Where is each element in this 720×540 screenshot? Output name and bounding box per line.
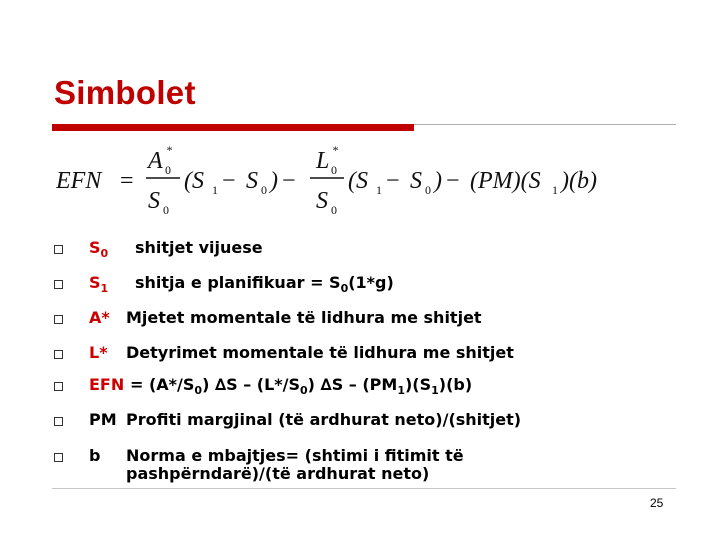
formula-eq: = (120, 168, 134, 194)
formula-frac2-den: S (316, 188, 328, 214)
item-text-line1: Norma e mbajtjes= (shtimi i fitimit të (126, 446, 464, 465)
formula-frac2-num-sub: 0 (331, 163, 337, 177)
title-accent-bar (52, 124, 414, 131)
formula-term1-sub: 1 (212, 183, 218, 197)
page-title: Simbolet (54, 74, 196, 111)
formula-svg (56, 140, 636, 222)
formula-frac1-star: * (166, 143, 172, 157)
formula-frac1-den-sub: 0 (163, 203, 169, 217)
efn-formula (56, 140, 636, 222)
formula-frac1-num: A (148, 148, 163, 174)
formula-term1b: S (246, 168, 258, 194)
item-text: Mjetet momentale të lidhura me shitjet (126, 308, 482, 327)
formula-minus1: − (222, 168, 236, 194)
formula-paren2: ) (434, 168, 442, 194)
bullet-icon (54, 382, 63, 391)
bullet-icon (54, 280, 63, 289)
formula-frac2-num: L (316, 148, 330, 174)
bullet-icon (54, 350, 63, 359)
item-text: shitja e planifikuar = $S_0(1*g)$ (135, 273, 394, 296)
formula-paren1: ) (270, 168, 278, 194)
formula-frac2-den-sub: 0 (331, 203, 337, 217)
formula-term1b-sub: 0 (261, 183, 267, 197)
item-text: shitjet vijuese (135, 238, 263, 257)
page-number: 25 (650, 496, 664, 510)
formula-pm-sub: 1 (552, 183, 558, 197)
item-symbol: A* (89, 308, 110, 327)
item-text-line2: pashpërndarë)/(të ardhurat neto) (126, 464, 430, 483)
item-text: = $(A*/S_0)$ $\Delta S - (L*/S_0)$ $\Delta S - (PM_1)(S_1)(b)$ (130, 375, 473, 398)
formula-term2-sub: 1 (376, 183, 382, 197)
formula-term2b-sub: 0 (425, 183, 431, 197)
bullet-icon (54, 417, 63, 426)
formula-lhs: EFN (56, 168, 102, 194)
formula-frac1-den: S (148, 188, 160, 214)
bullet-icon (54, 315, 63, 324)
formula-term1: (S (184, 168, 204, 194)
formula-term2: (S (348, 168, 368, 194)
item-text: Profiti margjinal (të ardhurat neto)/(shitjet) (126, 410, 522, 429)
formula-term2b: S (410, 168, 422, 194)
item-text: Detyrimet momentale të lidhura me shitjet (126, 343, 514, 362)
item-symbol: b (89, 446, 101, 465)
formula-b: )(b) (561, 168, 597, 194)
footer-divider (52, 488, 676, 489)
formula-minus3: − (386, 168, 400, 194)
formula-frac1-num-sub: 0 (165, 163, 171, 177)
item-symbol: $S_0$ (89, 238, 109, 261)
item-symbol: EFN (89, 375, 125, 394)
formula-frac2-star: * (332, 143, 338, 157)
formula-pm: (PM)(S (470, 168, 541, 194)
bullet-icon (54, 245, 63, 254)
item-symbol: L* (89, 343, 108, 362)
item-symbol: $S_1$ (89, 273, 109, 296)
formula-minus2: − (282, 168, 296, 194)
bullet-icon (54, 453, 63, 462)
formula-minus4: − (446, 168, 460, 194)
item-symbol: PM (89, 410, 117, 429)
